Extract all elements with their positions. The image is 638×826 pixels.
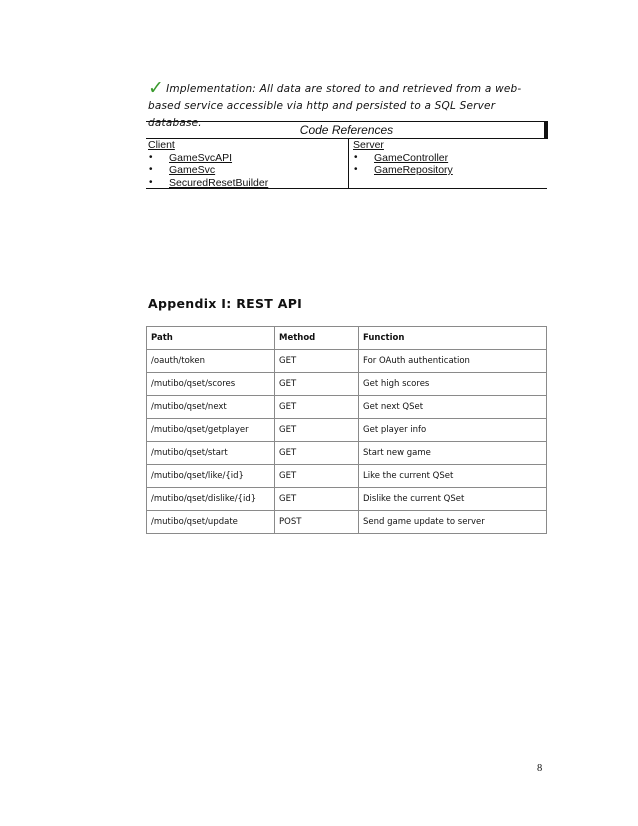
list-item[interactable] <box>353 164 545 177</box>
code-references-title: Code References <box>146 122 547 139</box>
bullet-icon: • <box>149 176 153 188</box>
function-cell: For OAuth authentication <box>359 350 547 373</box>
table-header-row <box>147 327 547 350</box>
checkmark-icon: ✓ <box>148 77 165 99</box>
table-row <box>147 488 547 511</box>
method-cell: POST <box>275 511 359 534</box>
bullet-icon: • <box>149 151 153 163</box>
method-cell: GET <box>275 442 359 465</box>
path-cell: /mutibo/qset/dislike/{id} <box>147 488 275 511</box>
method-cell: GET <box>275 465 359 488</box>
column-header-method: Method <box>275 327 359 350</box>
table-row <box>147 511 547 534</box>
function-cell: Dislike the current QSet <box>359 488 547 511</box>
client-list <box>148 152 344 190</box>
function-cell: Like the current QSet <box>359 465 547 488</box>
function-cell: Get next QSet <box>359 396 547 419</box>
function-cell: Get player info <box>359 419 547 442</box>
client-header: Client <box>148 139 175 151</box>
column-header-path: Path <box>147 327 275 350</box>
list-item[interactable] <box>148 177 344 190</box>
bullet-icon: • <box>149 164 153 175</box>
table-row <box>147 396 547 419</box>
method-cell: GET <box>275 488 359 511</box>
client-column <box>148 139 344 188</box>
list-item[interactable] <box>353 152 545 165</box>
method-cell: GET <box>275 350 359 373</box>
table-row <box>147 350 547 373</box>
path-cell: /mutibo/qset/start <box>147 442 275 465</box>
server-link-gamecontroller[interactable]: GameController <box>374 151 449 164</box>
path-cell: /mutibo/qset/getplayer <box>147 419 275 442</box>
implementation-text: Implementation: All data are stored to and retrieved from a web-based service accessible via http and persisted to a SQL Server database. <box>148 83 522 129</box>
code-references-table <box>146 121 547 189</box>
method-cell: GET <box>275 396 359 419</box>
server-column <box>348 139 545 188</box>
bullet-icon: • <box>354 151 358 163</box>
path-cell: /mutibo/qset/update <box>147 511 275 534</box>
table-corner-mark <box>544 121 548 139</box>
rest-api-table <box>146 326 547 534</box>
server-header: Server <box>353 139 384 151</box>
function-cell: Start new game <box>359 442 547 465</box>
method-cell: GET <box>275 419 359 442</box>
path-cell: /mutibo/qset/next <box>147 396 275 419</box>
table-row <box>147 465 547 488</box>
column-header-function: Function <box>359 327 547 350</box>
table-row <box>147 419 547 442</box>
path-cell: /mutibo/qset/scores <box>147 373 275 396</box>
list-item[interactable] <box>148 152 344 165</box>
method-cell: GET <box>275 373 359 396</box>
server-list <box>353 152 545 177</box>
function-cell: Get high scores <box>359 373 547 396</box>
bullet-icon: • <box>354 164 358 175</box>
function-cell: Send game update to server <box>359 511 547 534</box>
list-item[interactable] <box>148 164 344 177</box>
appendix-heading: Appendix I: REST API <box>148 296 303 311</box>
path-cell: /oauth/token <box>147 350 275 373</box>
path-cell: /mutibo/qset/like/{id} <box>147 465 275 488</box>
table-row <box>147 442 547 465</box>
table-row <box>147 373 547 396</box>
client-link-gamesvcapi[interactable]: GameSvcAPI <box>169 151 233 164</box>
client-link-gamesvc[interactable]: GameSvc <box>169 164 216 176</box>
page-number: 8 <box>537 763 543 774</box>
client-link-securedresetbuilder[interactable]: SecuredResetBuilder <box>169 176 269 189</box>
server-link-gamerepository[interactable]: GameRepository <box>374 164 453 176</box>
